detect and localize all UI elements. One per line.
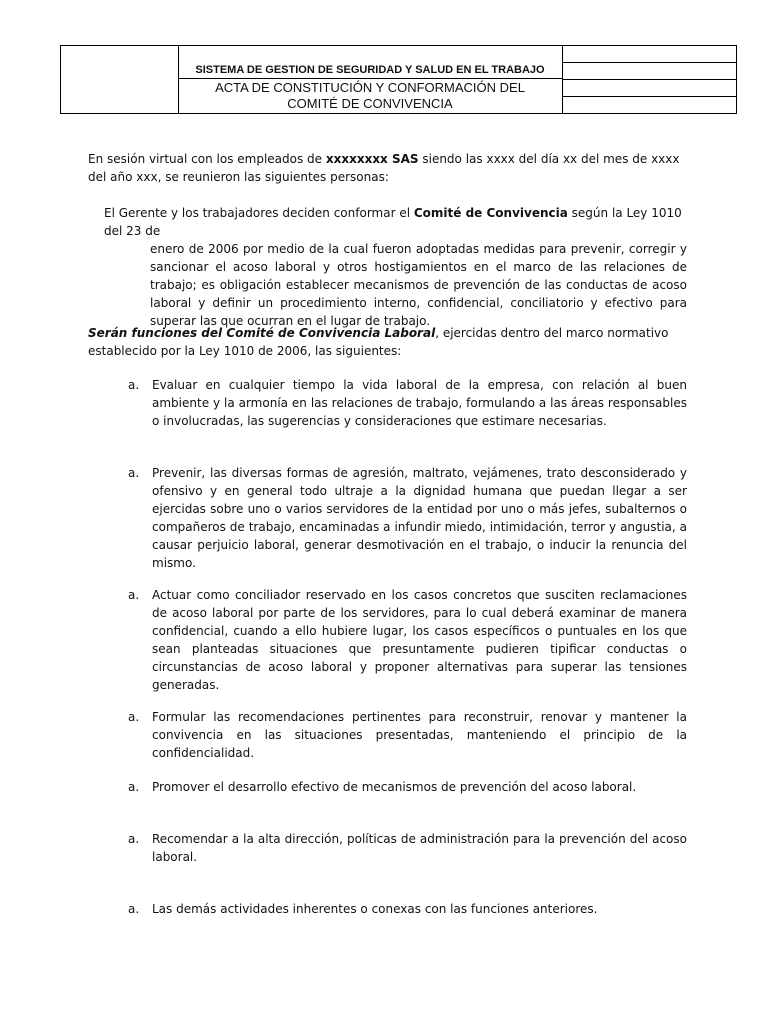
list-item-text: Evaluar en cualquier tiempo la vida laboral de la empresa, con relación al buen ambiente y la armonía en las relaciones de trabajo, formulando a las áreas responsables o involucradas, las sugerencias y consideraciones que estimare necesarias. bbox=[152, 378, 687, 428]
list-item-text: Actuar como conciliador reservado en los casos concretos que susciten reclamaciones de acoso laboral por parte de los servidores, para lo cual deberá examinar de manera confidencial, cuando a ello hubiere lugar, los casos específicos o puntuales en los que sean planteadas situaciones que presuntamente pudieren tipificar conductas o circunstancias de acoso laboral y proponer alternativas para superar las tensiones generadas. bbox=[152, 588, 687, 692]
list-item-text: Las demás actividades inherentes o conexas con las funciones anteriores. bbox=[152, 902, 598, 916]
list-marker: a. bbox=[128, 780, 140, 794]
list-marker: a. bbox=[128, 710, 140, 724]
intro-post: siendo las xxxx del día xx del mes de xxxx del año xxx, se reunieron las siguientes personas: bbox=[88, 152, 680, 184]
committee-name: Comité de Convivencia bbox=[413, 206, 568, 220]
company-name: xxxxxxxx SAS bbox=[325, 152, 419, 166]
functions-intro-rest: , ejercidas dentro del marco normativo establecido por la Ley 1010 de 2006, las siguientes: bbox=[88, 326, 669, 358]
system-title: SISTEMA DE GESTION DE SEGURIDAD Y SALUD EN EL TRABAJO bbox=[178, 46, 562, 79]
acta-title bbox=[178, 80, 562, 113]
list-marker: a. bbox=[128, 902, 140, 916]
intro-paragraph bbox=[88, 150, 687, 186]
functions-title: Serán funciones del Comité de Convivencia Laboral bbox=[88, 326, 436, 340]
list-marker: a. bbox=[128, 832, 140, 846]
acta-title-line2: COMITÉ DE CONVIVENCIA bbox=[287, 96, 453, 111]
list-item bbox=[128, 586, 687, 694]
functions-intro-paragraph bbox=[88, 324, 687, 360]
logo-cell bbox=[61, 46, 179, 113]
list-item bbox=[128, 830, 687, 866]
decision-paragraph bbox=[88, 204, 687, 330]
list-item bbox=[128, 778, 687, 796]
list-item-text: Recomendar a la alta dirección, políticas de administración para la prevención del acoso laboral. bbox=[152, 832, 687, 864]
list-marker: a. bbox=[128, 378, 140, 392]
intro-pre: En sesión virtual con los empleados de bbox=[88, 152, 326, 166]
header-code-cell bbox=[563, 97, 736, 113]
header-title-cell bbox=[178, 46, 563, 113]
list-item bbox=[128, 900, 687, 918]
list-item-text: Promover el desarrollo efectivo de mecanismos de prevención del acoso laboral. bbox=[152, 780, 637, 794]
decision-lead-pre: El Gerente y los trabajadores deciden conformar el bbox=[104, 206, 414, 220]
acta-title-line1: ACTA DE CONSTITUCIÓN Y CONFORMACIÓN DEL bbox=[215, 80, 525, 95]
header-code-cell bbox=[563, 63, 736, 80]
decision-rest: enero de 2006 por medio de la cual fueron adoptadas medidas para prevenir, corregir y sancionar el acoso laboral y otros hostigamientos en el marco de las relaciones de trabajo; es obligación establecer mecanismos de prevención de las conductas de acoso laboral y definir un procedimiento interno, confidencial, conciliatorio y efectivo para superar las que ocurran en el lugar de trabajo. bbox=[150, 242, 687, 328]
list-marker: a. bbox=[128, 466, 140, 480]
header-code-cells bbox=[563, 46, 736, 113]
header-code-cell bbox=[563, 46, 736, 63]
list-item-text: Prevenir, las diversas formas de agresión, maltrato, vejámenes, trato desconsiderado y ofensivo y en general todo ultraje a la dignidad humana que puedan llegar a ser ejercidas sobre uno o varios servidores de la entidad por uno o más jefes, subalternos o compañeros de trabajo, encaminadas a infundir miedo, intimidación, terror y angustia, a causar perjuicio laboral, generar desmotivación en el trabajo, o inducir la renuncia del mismo. bbox=[152, 466, 687, 570]
list-item-text: Formular las recomendaciones pertinentes para reconstruir, renovar y mantener la convivencia en las situaciones presentadas, manteniendo el principio de la confidencialidad. bbox=[152, 710, 687, 760]
list-item bbox=[128, 708, 687, 762]
document-header-table bbox=[60, 45, 737, 114]
decision-lead-post: según la Ley 1010 del 23 de bbox=[104, 206, 682, 238]
list-item bbox=[128, 376, 687, 430]
list-item bbox=[128, 464, 687, 572]
list-marker: a. bbox=[128, 588, 140, 602]
decision-lead bbox=[88, 204, 687, 240]
header-code-cell bbox=[563, 80, 736, 97]
